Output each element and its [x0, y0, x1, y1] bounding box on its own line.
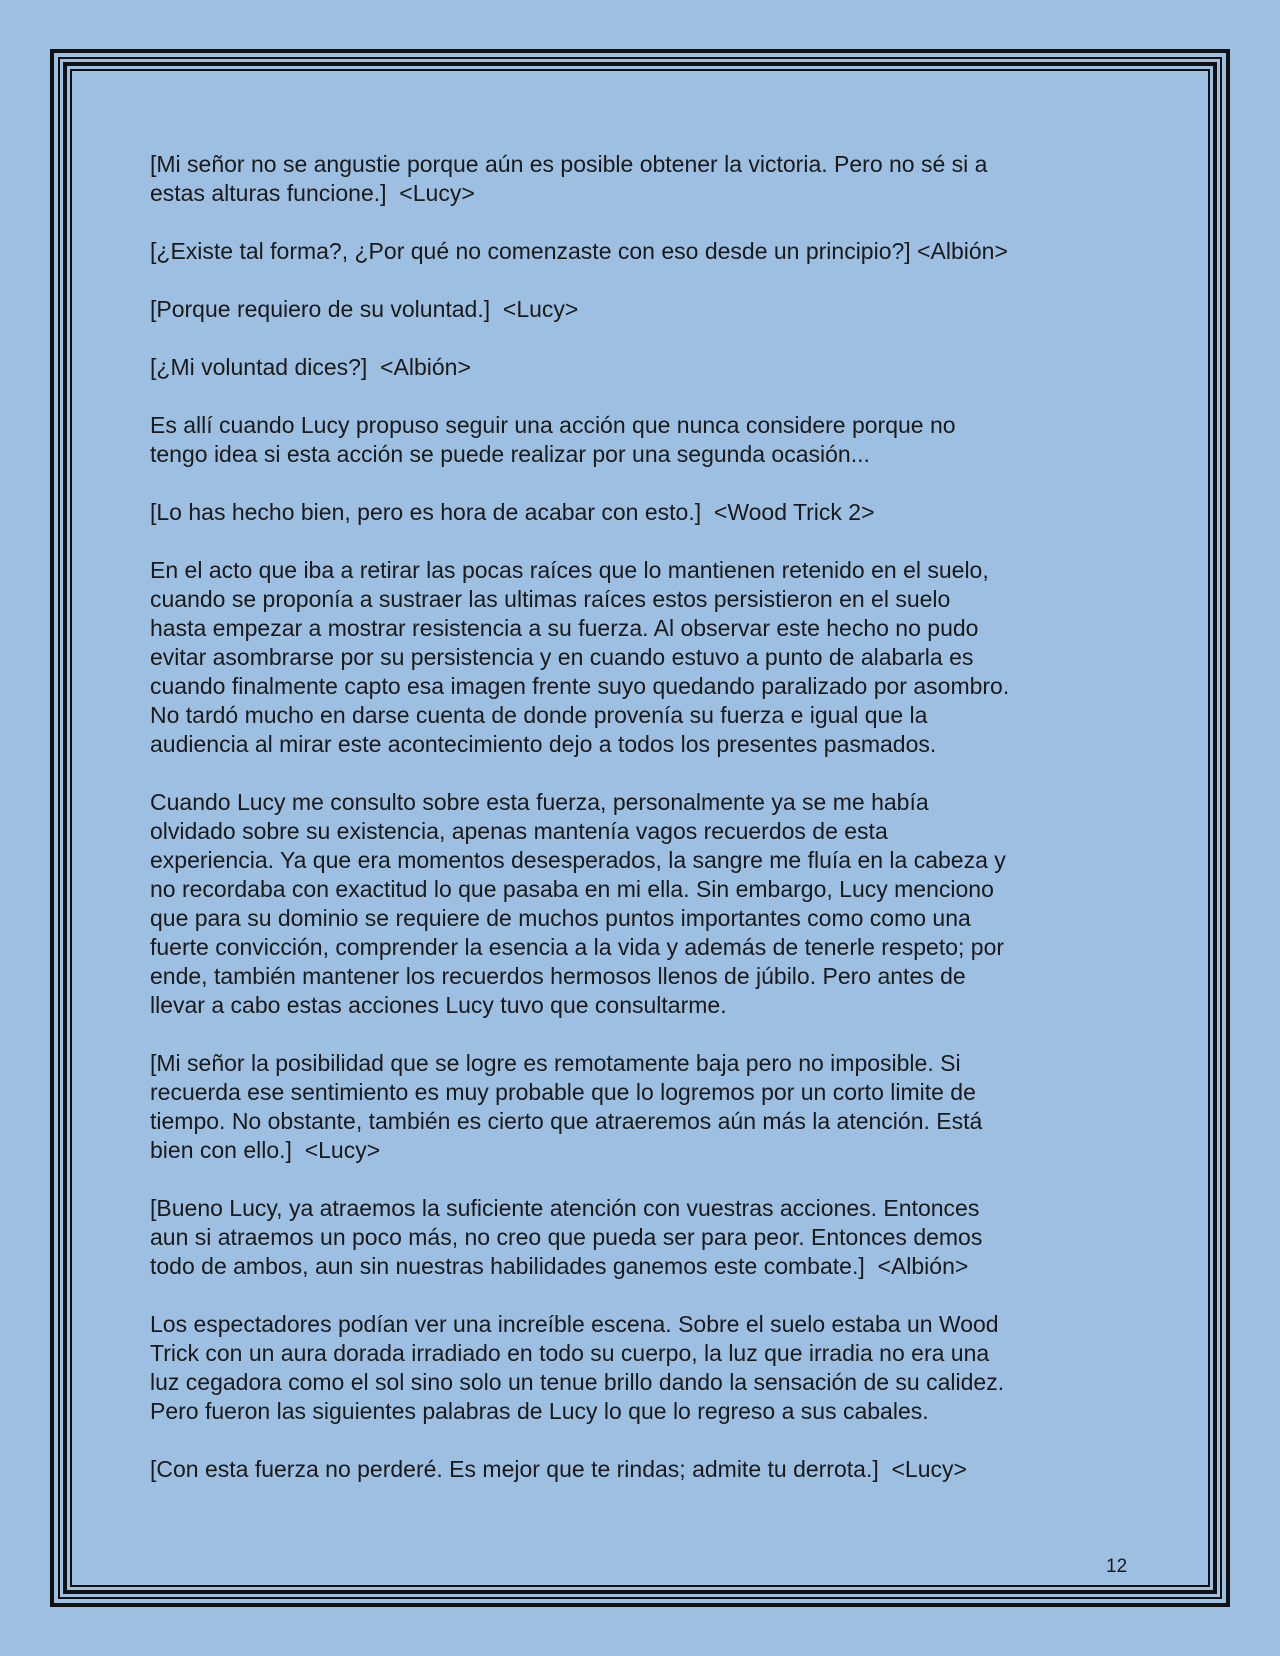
paragraph-5: Es allí cuando Lucy propuso seguir una acción que nunca considere porque no tengo idea si esta acción se puede realizar por una segunda ocasión...: [150, 412, 956, 467]
paragraph-8: Cuando Lucy me consulto sobre esta fuerza, personalmente ya se me había olvidado sobre su existencia, apenas mantenía vagos recuerdos de esta experiencia. Ya que era momentos desesperados, la sangre me fluía en la cabeza y no recordaba con exactitud lo que pasaba en mi ella. Sin embargo, Lucy menciono que para su dominio se requiere de muchos puntos importantes como como una fuerte convicción, comprender la esencia a la vida y además de tenerle respeto; por ende, también mantener los recuerdos hermosos llenos de júbilo. Pero antes de llevar a cabo estas acciones Lucy tuvo que consultarme.: [150, 789, 1006, 1018]
paragraph-4: [¿Mi voluntad dices?] <Albión>: [150, 354, 471, 380]
paragraph-2: [¿Existe tal forma?, ¿Por qué no comenzaste con eso desde un principio?] <Albión>: [150, 238, 1008, 264]
paragraph-10: [Bueno Lucy, ya atraemos la suficiente atención con vuestras acciones. Entonces aun si atraemos un poco más, no creo que pueda ser para peor. Entonces demos todo de ambos, aun sin nuestras habilidades ganemos este combate.] <Albión>: [150, 1195, 983, 1279]
paragraph-9: [Mi señor la posibilidad que se logre es remotamente baja pero no imposible. Si recuerda ese sentimiento es muy probable que lo logremos por un corto limite de tiempo. No obstante, también es cierto que atraeremos aún más la atención. Está bien con ello.] <Lucy>: [150, 1050, 983, 1163]
paragraph-1: [Mi señor no se angustie porque aún es posible obtener la victoria. Pero no sé si a estas alturas funcione.] <Lucy>: [150, 151, 988, 206]
paragraph-11: Los espectadores podían ver una increíble escena. Sobre el suelo estaba un Wood Trick con un aura dorada irradiado en todo su cuerpo, la luz que irradia no era una luz cegadora como el sol sino solo un tenue brillo dando la sensación de su calidez. Pero fueron las siguientes palabras de Lucy lo que lo regreso a sus cabales.: [150, 1311, 1005, 1424]
page-body: [150, 150, 1090, 1513]
page-number: 12: [1106, 1556, 1128, 1577]
paragraph-6: [Lo has hecho bien, pero es hora de acabar con esto.] <Wood Trick 2>: [150, 499, 875, 525]
paragraph-3: [Porque requiero de su voluntad.] <Lucy>: [150, 296, 579, 322]
paragraph-12: [Con esta fuerza no perderé. Es mejor que te rindas; admite tu derrota.] <Lucy>: [150, 1456, 967, 1482]
paragraph-7: En el acto que iba a retirar las pocas raíces que lo mantienen retenido en el suelo, cuando se proponía a sustraer las ultimas raíces estos persistieron en el suelo hasta empezar a mostrar resistencia a su fuerza. Al observar este hecho no pudo evitar asombrarse por su persistencia y en cuando estuvo a punto de alabarla es cuando finalmente capto esa imagen frente suyo quedando paralizado por asombro. No tardó mucho en darse cuenta de donde provenía su fuerza e igual que la audiencia al mirar este acontecimiento dejo a todos los presentes pasmados.: [150, 557, 1010, 757]
